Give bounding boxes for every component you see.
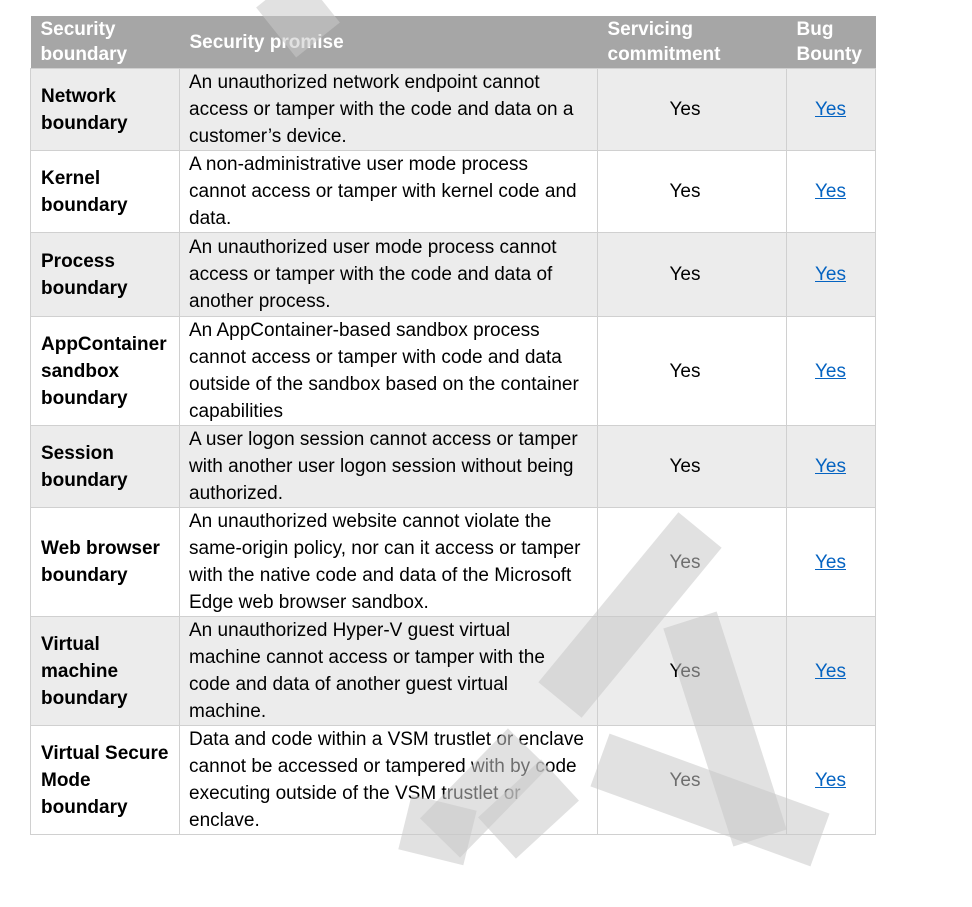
header-security-boundary: Security boundary [31, 16, 180, 69]
table-row [31, 233, 876, 317]
bug-bounty-link[interactable]: Yes [815, 264, 846, 285]
servicing-commitment: Yes [598, 426, 787, 508]
bug-bounty-link[interactable]: Yes [815, 181, 846, 202]
bug-bounty-link[interactable]: Yes [815, 660, 846, 682]
table-row [31, 508, 876, 617]
table-row [31, 317, 876, 426]
servicing-commitment: Yes [598, 508, 787, 617]
servicing-commitment: Yes [598, 317, 787, 426]
table-row [31, 726, 876, 835]
security-promise: A user logon session cannot access or tamper with another user logon session without being authorized. [180, 426, 598, 508]
security-promise: An unauthorized user mode process cannot access or tamper with the code and data of another process. [180, 233, 598, 317]
boundary-name: Web browser boundary [31, 508, 180, 617]
security-promise: Data and code within a VSM trustlet or enclave cannot be accessed or tampered with by code executing outside of the VSM trustlet or enclave. [180, 726, 598, 835]
bug-bounty-link[interactable]: Yes [815, 99, 846, 120]
table-row [31, 151, 876, 233]
bug-bounty-link[interactable]: Yes [815, 360, 846, 382]
security-promise: An unauthorized network endpoint cannot access or tamper with the code and data on a customer’s device. [180, 69, 598, 151]
boundary-name: Kernel boundary [31, 151, 180, 233]
table-row [31, 69, 876, 151]
boundary-name: Session boundary [31, 426, 180, 508]
security-promise: An unauthorized Hyper-V guest virtual machine cannot access or tamper with the code and data of another guest virtual machine. [180, 617, 598, 726]
servicing-commitment: Yes [598, 726, 787, 835]
servicing-commitment: Yes [598, 233, 787, 317]
servicing-commitment: Yes [598, 151, 787, 233]
boundary-name: Virtual Secure Mode boundary [31, 726, 180, 835]
header-security-promise: Security promise [180, 16, 598, 69]
bug-bounty-link[interactable]: Yes [815, 551, 846, 573]
bug-bounty-link[interactable]: Yes [815, 769, 846, 791]
table-row [31, 426, 876, 508]
header-bug-bounty: Bug Bounty [787, 16, 876, 69]
table-row [31, 617, 876, 726]
security-boundaries-table [30, 16, 876, 835]
boundary-name: Network boundary [31, 69, 180, 151]
boundary-name: Process boundary [31, 233, 180, 317]
boundary-name: Virtual machine boundary [31, 617, 180, 726]
header-servicing-commitment: Servicing commitment [598, 16, 787, 69]
security-promise: A non-administrative user mode process cannot access or tamper with kernel code and data. [180, 151, 598, 233]
bug-bounty-link[interactable]: Yes [815, 456, 846, 477]
boundary-name: AppContainer sandbox boundary [31, 317, 180, 426]
servicing-commitment: Yes [598, 617, 787, 726]
security-promise: An unauthorized website cannot violate the same-origin policy, nor can it access or tamper with the native code and data of the Microsoft Edge web browser sandbox. [180, 508, 598, 617]
table-header-row [31, 16, 876, 69]
servicing-commitment: Yes [598, 69, 787, 151]
security-promise: An AppContainer-based sandbox process cannot access or tamper with code and data outside of the sandbox based on the container capabilities [180, 317, 598, 426]
